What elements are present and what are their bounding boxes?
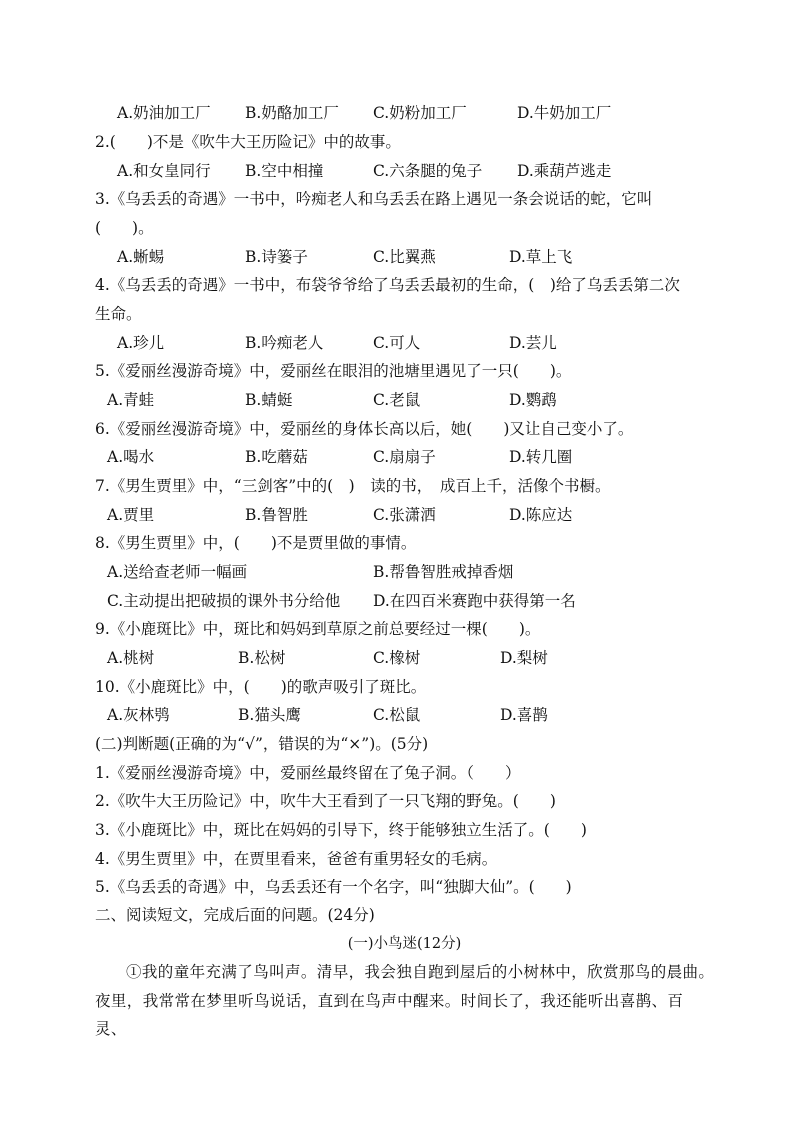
q8-options-row2 — [95, 588, 714, 614]
passage-title: (一)小鸟迷(12分) — [347, 936, 462, 952]
q9-stem: 9.《小鹿斑比》中，斑比和妈妈到草原之前总要经过一棵( )。 — [95, 620, 541, 638]
q4-option-b: B.吟痴老人 — [245, 334, 324, 352]
q3-options — [95, 244, 714, 270]
q5-option-a: A.青蛙 — [107, 391, 155, 409]
q8-stem: 8.《男生贾里》中，( )不是贾里做的事情。 — [95, 534, 417, 552]
q9-options — [95, 645, 714, 671]
q6-options — [95, 444, 714, 470]
q3-stem-cont: ( )。 — [95, 219, 154, 237]
q4-option-c: C.可人 — [373, 334, 421, 352]
q10-stem: 10.《小鹿斑比》中，( )的歌声吸引了斑比。 — [95, 678, 427, 696]
q6-option-b: B.吃蘑菇 — [245, 448, 308, 466]
q2-option-a: A.和女皇同行 — [117, 162, 211, 180]
q6-stem: 6.《爱丽丝漫游奇境》中，爱丽丝的身体长高以后，她( )又让自己变小了。 — [95, 420, 634, 438]
passage-paragraph-1: ①我的童年充满了鸟叫声。清早，我会独自跑到屋后的小树林中，欣赏那鸟的晨曲。夜里，我常常在梦里听鸟说话，直到在鸟声中醒来。时间长了，我还能听出喜鹊、百灵、 — [95, 963, 715, 1038]
q4-stem-cont: 生命。 — [95, 305, 142, 323]
q1-options — [95, 100, 714, 126]
tf-item-1: 1.《爱丽丝漫游奇境》中，爱丽丝最终留在了兔子洞。（ ） — [95, 764, 521, 782]
q8-option-a: A.送给查老师一幅画 — [107, 563, 248, 581]
q5-option-c: C.老鼠 — [373, 391, 421, 409]
q7-option-a: A.贾里 — [107, 506, 155, 524]
q8-options-row1 — [95, 559, 714, 585]
q3-option-c: C.比翼燕 — [373, 248, 436, 266]
q1-option-a: A.奶油加工厂 — [117, 104, 211, 122]
q5-option-b: B.蜻蜓 — [245, 391, 293, 409]
part-two-heading: 二、阅读短文，完成后面的问题。(24分) — [95, 906, 375, 924]
q2-option-d: D.乘葫芦逃走 — [517, 162, 612, 180]
tf-item-3: 3.《小鹿斑比》中，斑比在妈妈的引导下，终于能够独立生活了。( ) — [95, 821, 587, 839]
q5-stem: 5.《爱丽丝漫游奇境》中，爱丽丝在眼泪的池塘里遇见了一只( )。 — [95, 362, 572, 380]
q4-option-a: A.珍儿 — [117, 334, 165, 352]
q1-option-b: B.奶酪加工厂 — [245, 104, 339, 122]
q2-option-c: C.六条腿的兔子 — [373, 162, 483, 180]
q10-option-a: A.灰林鸮 — [107, 706, 170, 724]
q6-option-d: D.转几圈 — [509, 448, 573, 466]
q1-option-d: D.牛奶加工厂 — [517, 104, 612, 122]
q4-stem: 4.《乌丢丢的奇遇》一书中，布袋爷爷给了乌丢丢最初的生命，( )给了乌丢丢第二次 — [95, 276, 680, 294]
q10-options — [95, 702, 714, 728]
q3-option-a: A.蜥蜴 — [117, 248, 165, 266]
q1-option-c: C.奶粉加工厂 — [373, 104, 467, 122]
q9-option-c: C.橡树 — [373, 649, 421, 667]
q3-option-b: B.诗篓子 — [245, 248, 308, 266]
q7-option-d: D.陈应达 — [509, 506, 573, 524]
q10-option-c: C.松鼠 — [373, 706, 421, 724]
q4-options — [95, 330, 714, 356]
q5-option-d: D.鹦鹉 — [509, 391, 557, 409]
q10-option-b: B.猫头鹰 — [238, 706, 301, 724]
q2-options — [95, 158, 714, 184]
q7-option-b: B.鲁智胜 — [245, 506, 308, 524]
q9-option-b: B.松树 — [238, 649, 286, 667]
q2-option-b: B.空中相撞 — [245, 162, 324, 180]
q9-option-d: D.梨树 — [500, 649, 548, 667]
tf-item-5: 5.《乌丢丢的奇遇》中，乌丢丢还有一个名字，叫“独脚大仙”。( ) — [95, 878, 572, 896]
q6-option-c: C.扇扇子 — [373, 448, 436, 466]
q7-option-c: C.张潇洒 — [373, 506, 436, 524]
q5-options — [95, 387, 714, 413]
q2-stem: 2.( )不是《吹牛大王历险记》中的故事。 — [95, 133, 401, 151]
q8-option-c: C.主动提出把破损的课外书分给他 — [107, 592, 341, 610]
q3-stem: 3.《乌丢丢的奇遇》一书中，吟痴老人和乌丢丢在路上遇见一条会说话的蛇，它叫 — [95, 190, 653, 208]
q10-option-d: D.喜鹊 — [500, 706, 548, 724]
q7-options — [95, 502, 714, 528]
q9-option-a: A.桃树 — [107, 649, 155, 667]
q6-option-a: A.喝水 — [107, 448, 155, 466]
tf-item-2: 2.《吹牛大王历险记》中，吹牛大王看到了一只飞翔的野兔。( ) — [95, 792, 556, 810]
q3-option-d: D.草上飞 — [509, 248, 573, 266]
tf-item-4: 4.《男生贾里》中，在贾里看来，爸爸有重男轻女的毛病。 — [95, 850, 498, 868]
section-true-false-heading: (二)判断题(正确的为“√”，错误的为“×”)。(5分) — [95, 735, 429, 753]
q8-option-d: D.在四百米赛跑中获得第一名 — [373, 592, 576, 610]
q7-stem: 7.《男生贾里》中，“三剑客”中的( ) 读的书， 成百上千，活像个书橱。 — [95, 477, 611, 495]
q4-option-d: D.芸儿 — [509, 334, 557, 352]
q8-option-b: B.帮鲁智胜戒掉香烟 — [373, 563, 514, 581]
